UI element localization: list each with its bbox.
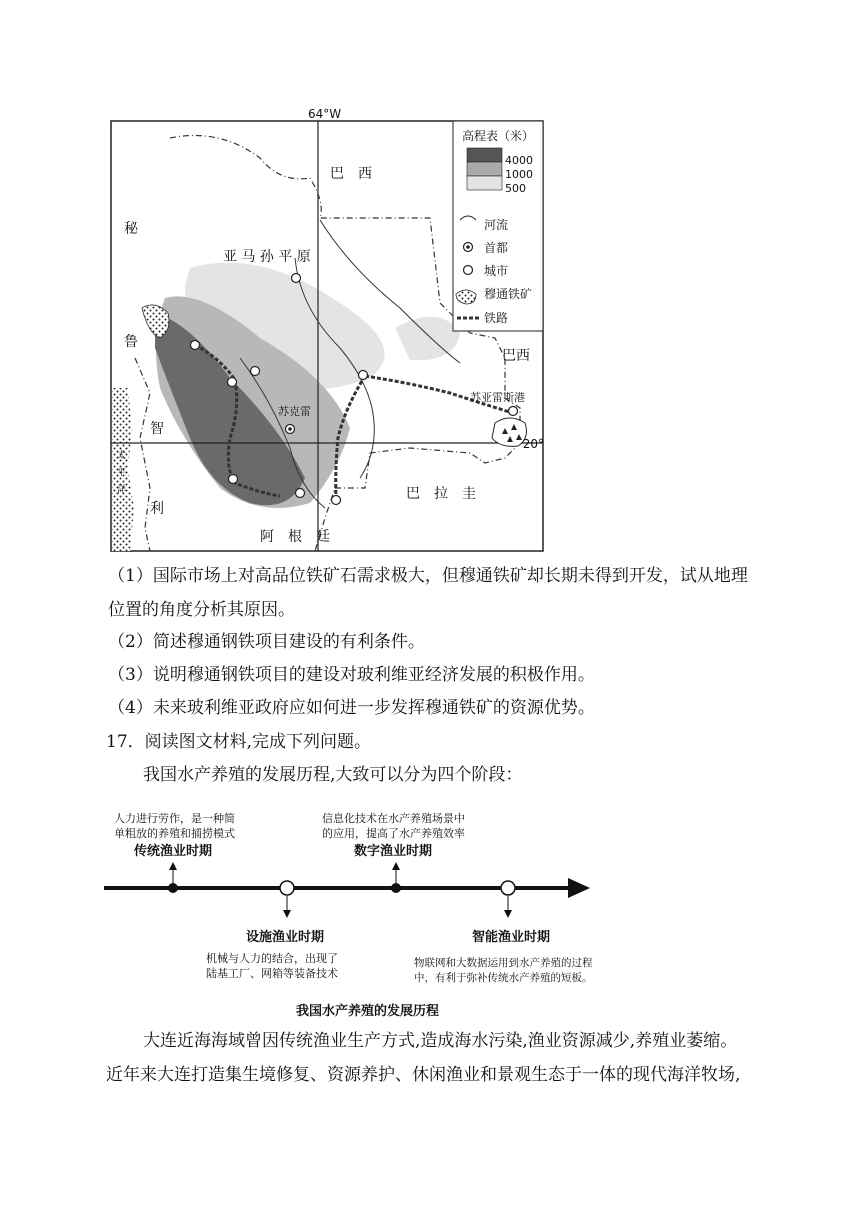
- city-marker: [292, 274, 301, 283]
- city-marker: [251, 367, 260, 376]
- timeline-arrow-icon: [568, 878, 590, 898]
- country-argentina: 阿 根 廷: [260, 529, 330, 545]
- svg-text:人力进行劳作，是一种简: 人力进行劳作，是一种简: [114, 812, 235, 825]
- svg-text:陆基工厂、网箱等装备技术: 陆基工厂、网箱等装备技术: [206, 967, 338, 980]
- timeline-caption: 我国水产养殖的发展历程: [296, 1004, 440, 1019]
- amazon-plain-label: 亚 马 孙 平 原: [223, 249, 311, 265]
- city-marker: [359, 371, 368, 380]
- svg-text:单粗放的养殖和捕捞模式: 单粗放的养殖和捕捞模式: [114, 827, 235, 840]
- map-legend: [453, 121, 543, 331]
- pacific-label-2: 平: [117, 468, 127, 478]
- svg-text:河流: 河流: [484, 218, 509, 232]
- question-3: （3）说明穆通钢铁项目的建设对玻利维亚经济发展的积极作用。: [108, 665, 595, 685]
- question-17-heading: 17．阅读图文材料,完成下列问题。: [106, 732, 372, 752]
- port-label: 苏亚雷斯港: [470, 391, 525, 404]
- stage-marker-smart: [501, 881, 515, 895]
- city-marker: [229, 475, 238, 484]
- bolivia-map: [110, 108, 545, 553]
- stage-marker-digital: [391, 883, 401, 893]
- country-peru-1: 秘: [124, 221, 138, 237]
- city-marker: [228, 378, 237, 387]
- svg-text:物联网和大数据运用到水产养殖的过程: 物联网和大数据运用到水产养殖的过程: [414, 957, 593, 969]
- svg-text:1000: 1000: [505, 168, 533, 181]
- svg-text:的应用，提高了水产养殖效率: 的应用，提高了水产养殖效率: [322, 827, 465, 840]
- legend-title: 高程表（米）: [462, 129, 535, 143]
- svg-text:中，有利于弥补传统水产养殖的短板。: 中，有利于弥补传统水产养殖的短板。: [414, 972, 593, 984]
- capital-label: 苏克雷: [278, 405, 311, 418]
- city-marker: [296, 489, 305, 498]
- city-marker: [332, 496, 341, 505]
- country-chile-1: 智: [150, 421, 164, 437]
- svg-text:穆通铁矿: 穆通铁矿: [484, 287, 533, 301]
- mutun-mine-icon: [492, 418, 526, 446]
- question-2: （2）简述穆通钢铁项目建设的有利条件。: [108, 632, 425, 652]
- country-chile-2: 利: [150, 501, 164, 517]
- question-4: （4）未来玻利维亚政府应如何进一步发挥穆通铁矿的资源优势。: [108, 698, 595, 718]
- stage-marker-traditional: [168, 883, 178, 893]
- country-brazil-top: 巴 西: [330, 166, 372, 182]
- port-city-marker: [509, 407, 518, 416]
- city-marker: [191, 341, 200, 350]
- pacific-label-3: 洋: [117, 485, 127, 495]
- svg-text:首都: 首都: [484, 241, 509, 255]
- svg-text:机械与人力的结合，出现了: 机械与人力的结合，出现了: [206, 952, 338, 965]
- stage-marker-facility: [280, 881, 294, 895]
- svg-text:4000: 4000: [505, 154, 533, 167]
- stage-name-traditional: 传统渔业时期: [134, 844, 213, 859]
- question-1a: （1）国际市场上对高品位铁矿石需求极大，但穆通铁矿却长期未得到开发，试从地理: [108, 566, 748, 586]
- stage-name-smart: 智能渔业时期: [472, 930, 551, 945]
- svg-text:500: 500: [505, 182, 526, 195]
- svg-text:城市: 城市: [484, 264, 509, 278]
- lon-label: 64°W: [308, 108, 342, 121]
- intro-paragraph: 我国水产养殖的发展历程,大致可以分为四个阶段：: [143, 765, 523, 785]
- question-1b: 位置的角度分析其原因。: [108, 600, 295, 620]
- country-paraguay: 巴 拉 圭: [406, 486, 476, 502]
- svg-text:铁路: 铁路: [484, 311, 509, 325]
- pacific-label-1: 太: [117, 451, 127, 461]
- stage-name-digital: 数字渔业时期: [354, 844, 433, 859]
- svg-text:信息化技术在水产养殖场景中: 信息化技术在水产养殖场景中: [322, 812, 465, 825]
- closing-line-2: 近年来大连打造集生境修复、资源养护、休闲渔业和景观生态于一体的现代海洋牧场,: [106, 1065, 741, 1085]
- closing-line-1: 大连近海海域曾因传统渔业生产方式,造成海水污染,渔业资源减少,养殖业萎缩。: [143, 1031, 738, 1051]
- lat-label: 20°: [522, 437, 544, 451]
- country-brazil-right: 巴西: [502, 348, 530, 364]
- city-legend-icon: [464, 266, 473, 275]
- country-peru-2: 鲁: [124, 334, 138, 350]
- stage-name-facility: 设施渔业时期: [246, 930, 325, 945]
- aquaculture-timeline: [100, 798, 600, 998]
